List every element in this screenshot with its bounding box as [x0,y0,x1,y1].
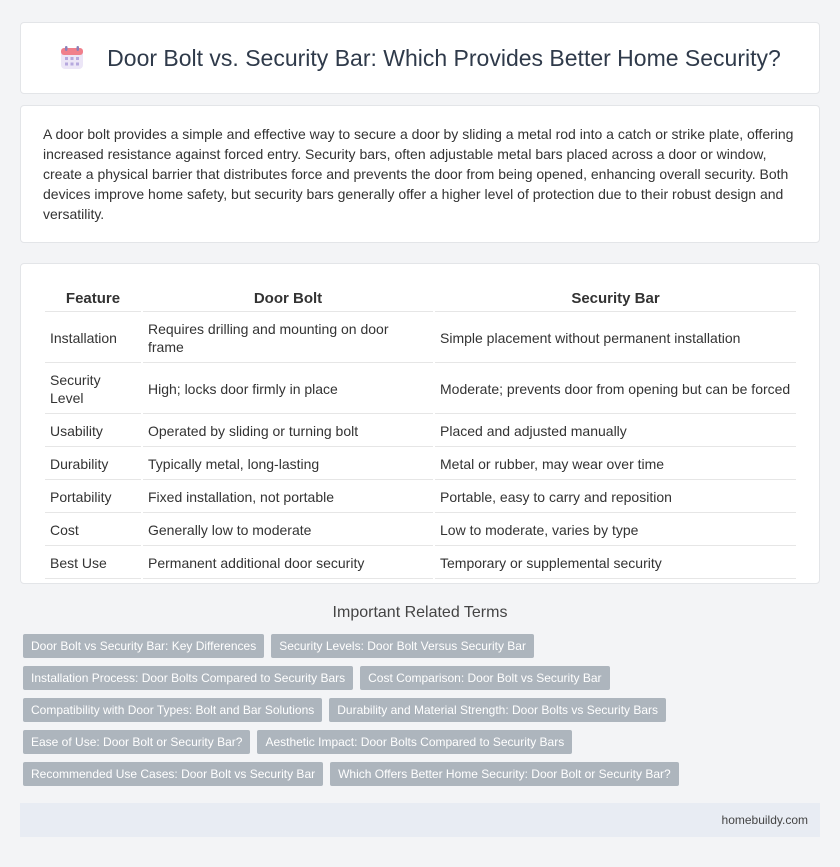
related-term-tag[interactable]: Door Bolt vs Security Bar: Key Differences [23,634,264,658]
related-term-tag[interactable]: Recommended Use Cases: Door Bolt vs Security Bar [23,762,323,786]
security-bar-cell: Temporary or supplemental security [435,548,796,579]
security-bar-cell: Portable, easy to carry and reposition [435,482,796,513]
table-row [45,482,796,513]
related-term-tag[interactable]: Durability and Material Strength: Door Bolts vs Security Bars [329,698,666,722]
feature-cell: Installation [45,314,141,363]
door-bolt-cell: Operated by sliding or turning bolt [143,416,433,447]
related-terms-title: Important Related Terms [332,604,508,621]
column-header-feature: Feature [45,286,141,312]
security-bar-cell: Low to moderate, varies by type [435,515,796,546]
intro-text: A door bolt provides a simple and effective way to secure a door by sliding a metal rod into a catch or strike plate, offering increased resistance against forced entry. Security bars, often adjustable metal bars placed across a door or window, create a physical barrier that distributes force and prevents the door from being opened, enhancing overall security. Both devices improve home safety, but security bars generally offer a higher level of protection due to their robust design and versatility. [43,126,794,222]
table-row [45,449,796,480]
comparison-card [20,263,820,584]
security-bar-cell: Simple placement without permanent installation [435,314,796,363]
footer-site-link[interactable]: homebuildy.com [721,813,808,827]
intro-card [20,105,820,243]
related-term-tag[interactable]: Cost Comparison: Door Bolt vs Security Bar [360,666,609,690]
page-footer [20,803,820,837]
column-header-door-bolt: Door Bolt [143,286,433,312]
feature-cell: Best Use [45,548,141,579]
door-bolt-cell: Requires drilling and mounting on door frame [143,314,433,363]
feature-cell: Usability [45,416,141,447]
feature-cell: Cost [45,515,141,546]
security-bar-cell: Placed and adjusted manually [435,416,796,447]
table-header-row [45,286,796,312]
related-term-tag[interactable]: Ease of Use: Door Bolt or Security Bar? [23,730,250,754]
related-term-tag[interactable]: Aesthetic Impact: Door Bolts Compared to Security Bars [257,730,572,754]
calendar-icon [59,45,85,71]
feature-cell: Portability [45,482,141,513]
feature-cell: Durability [45,449,141,480]
table-row [45,548,796,579]
page-title: Door Bolt vs. Security Bar: Which Provides Better Home Security? [107,44,781,71]
related-term-tag[interactable]: Compatibility with Door Types: Bolt and Bar Solutions [23,698,322,722]
security-bar-cell: Metal or rubber, may wear over time [435,449,796,480]
table-row [45,416,796,447]
table-row [45,515,796,546]
door-bolt-cell: Fixed installation, not portable [143,482,433,513]
related-terms-section [20,604,820,786]
feature-cell: Security Level [45,365,141,414]
door-bolt-cell: Typically metal, long-lasting [143,449,433,480]
comparison-table [43,284,798,581]
related-term-tag[interactable]: Installation Process: Door Bolts Compared to Security Bars [23,666,353,690]
security-bar-cell: Moderate; prevents door from opening but can be forced [435,365,796,414]
table-row [45,314,796,363]
door-bolt-cell: Permanent additional door security [143,548,433,579]
column-header-security-bar: Security Bar [435,286,796,312]
related-term-tag[interactable]: Security Levels: Door Bolt Versus Security Bar [271,634,534,658]
door-bolt-cell: High; locks door firmly in place [143,365,433,414]
related-term-tag[interactable]: Which Offers Better Home Security: Door Bolt or Security Bar? [330,762,679,786]
table-row [45,365,796,414]
related-terms-tags [20,634,820,786]
door-bolt-cell: Generally low to moderate [143,515,433,546]
page-header [20,22,820,94]
